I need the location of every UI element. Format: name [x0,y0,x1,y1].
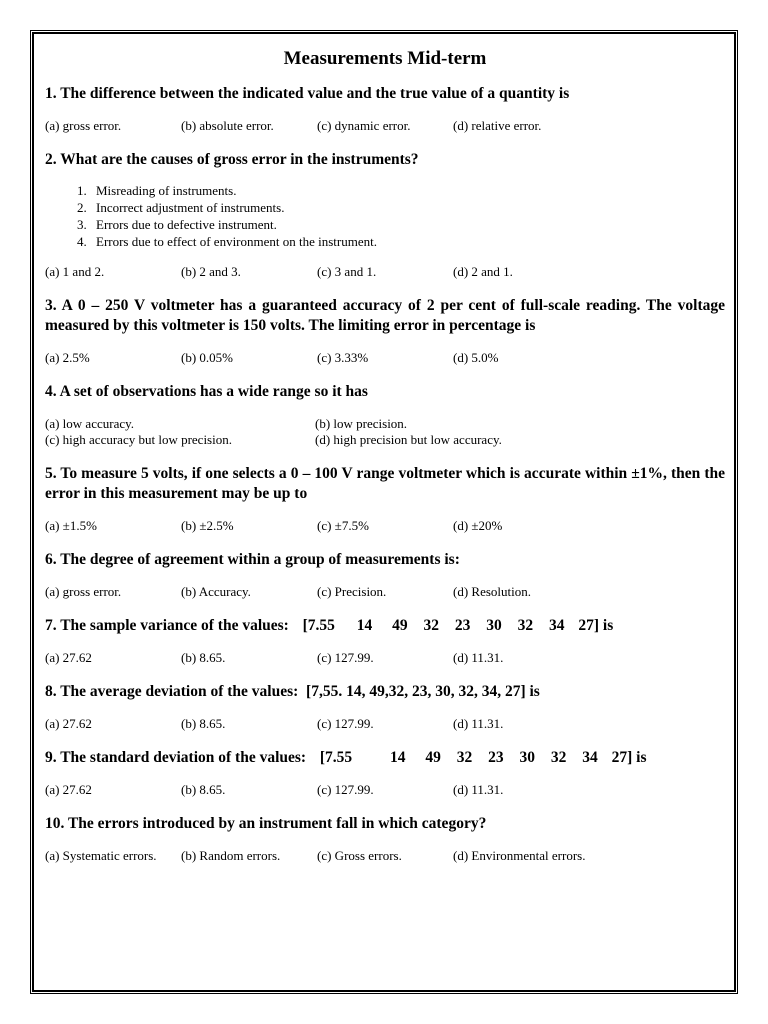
option-d: (d) 11.31. [453,716,504,731]
option-a: (a) low accuracy. [45,416,135,431]
question-text: 4. A set of observations has a wide range so it has [45,383,368,400]
options [45,848,725,864]
value: 30 [486,617,502,634]
option-b: (b) Accuracy. [181,584,251,599]
question-10 [45,814,725,864]
question-8 [45,682,725,732]
option-a: (a) gross error. [45,584,122,599]
option-c: (c) high accuracy but low precision. [45,432,232,447]
option-d: (d) 2 and 1. [453,264,513,279]
options [45,118,725,134]
option-a: (a) 1 and 2. [45,264,105,279]
value: 32 [550,749,567,766]
option-a: (a) 27.62 [45,650,92,665]
options [45,716,725,732]
value: 27] is [611,749,647,766]
options [45,264,725,280]
option-c: (c) Precision. [317,584,387,599]
option-d: (d) Environmental errors. [453,848,586,863]
option-c: (c) 3 and 1. [317,264,377,279]
causes-list [45,182,725,250]
question-7 [45,616,725,666]
option-d: (d) 5.0% [453,350,499,365]
options [45,782,725,798]
list-item: 4. Errors due to effect of environment on the instrument. [90,233,725,250]
question-6 [45,550,725,600]
options [45,650,725,666]
question-1 [45,84,725,134]
option-b: (b) low precision. [315,416,408,431]
exam-content [45,40,725,864]
option-b: (b) Random errors. [181,848,281,863]
value: 34 [549,617,565,634]
value: 32 [517,617,534,634]
option-b: (b) ±2.5% [181,518,234,533]
value: 34 [582,749,598,766]
question-2 [45,150,725,280]
value: 27] is [578,617,614,634]
option-b: (b) 0.05% [181,350,233,365]
question-text: 2. What are the causes of gross error in the instruments? [45,151,419,168]
options [45,518,725,534]
option-d: (d) ±20% [453,518,503,533]
question-text: 8. The average deviation of the values: [7,55. 14, 49,32, 23, 30, 32, 34, 27] is [45,683,540,700]
page-title: Measurements Mid-term [283,48,487,69]
option-c: (c) 127.99. [317,716,374,731]
option-a: (a) gross error. [45,118,122,133]
value: 32 [456,749,473,766]
option-b: (b) 8.65. [181,716,226,731]
option-c: (c) 127.99. [317,782,374,797]
option-c: (c) 127.99. [317,650,374,665]
option-b: (b) 2 and 3. [181,264,241,279]
value: [7.55 [319,749,353,766]
question-prefix: 9. The standard deviation of the values: [45,749,307,766]
option-b: (b) absolute error. [181,118,274,133]
value: 14 [356,617,373,634]
option-a: (a) Systematic errors. [45,848,157,863]
option-c: (c) 3.33% [317,350,369,365]
option-b: (b) 8.65. [181,650,226,665]
value: 23 [454,617,471,634]
option-b: (b) 8.65. [181,782,226,797]
question-prefix: 7. The sample variance of the values: [45,617,289,634]
question-5 [45,464,725,534]
question-3 [45,296,725,366]
question-text: 3. A 0 – 250 V voltmeter has a guaranteed accuracy of 2 per cent of full-scale reading. The voltage measured by this voltmeter is 150 volts. The limiting error in percentage is [45,297,725,334]
option-d: (d) 11.31. [453,782,504,797]
options [45,584,725,600]
question-text [45,616,725,636]
list-item: 3. Errors due to defective instrument. [90,216,725,233]
options [45,350,725,366]
option-c: (c) dynamic error. [317,118,411,133]
options [45,416,725,448]
value: 30 [519,749,536,766]
question-text: 5. To measure 5 volts, if one selects a 0 – 100 V range voltmeter which is accurate within ±1%, then the error in this measurement may be up to [45,465,725,502]
option-a: (a) 27.62 [45,782,92,797]
question-4 [45,382,725,448]
option-d: (d) 11.31. [453,650,504,665]
option-d: (d) Resolution. [453,584,531,599]
question-9 [45,748,725,798]
option-a: (a) ±1.5% [45,518,97,533]
option-c: (c) Gross errors. [317,848,402,863]
question-text [45,748,725,768]
value: [7.55 [302,617,335,634]
value: 14 [390,749,406,766]
option-a: (a) 27.62 [45,716,92,731]
value: 49 [392,617,408,634]
value: 32 [423,617,439,634]
list-item: 2. Incorrect adjustment of instruments. [90,199,725,216]
question-text: 1. The difference between the indicated value and the true value of a quantity is [45,85,570,102]
question-text: 10. The errors introduced by an instrument fall in which category? [45,815,487,832]
list-item: 1. Misreading of instruments. [90,182,725,199]
question-text: 6. The degree of agreement within a group of measurements is: [45,551,460,568]
value: 49 [425,749,441,766]
option-d: (d) high precision but low accuracy. [315,432,502,447]
value: 23 [488,749,504,766]
option-a: (a) 2.5% [45,350,90,365]
option-d: (d) relative error. [453,118,542,133]
option-c: (c) ±7.5% [317,518,369,533]
